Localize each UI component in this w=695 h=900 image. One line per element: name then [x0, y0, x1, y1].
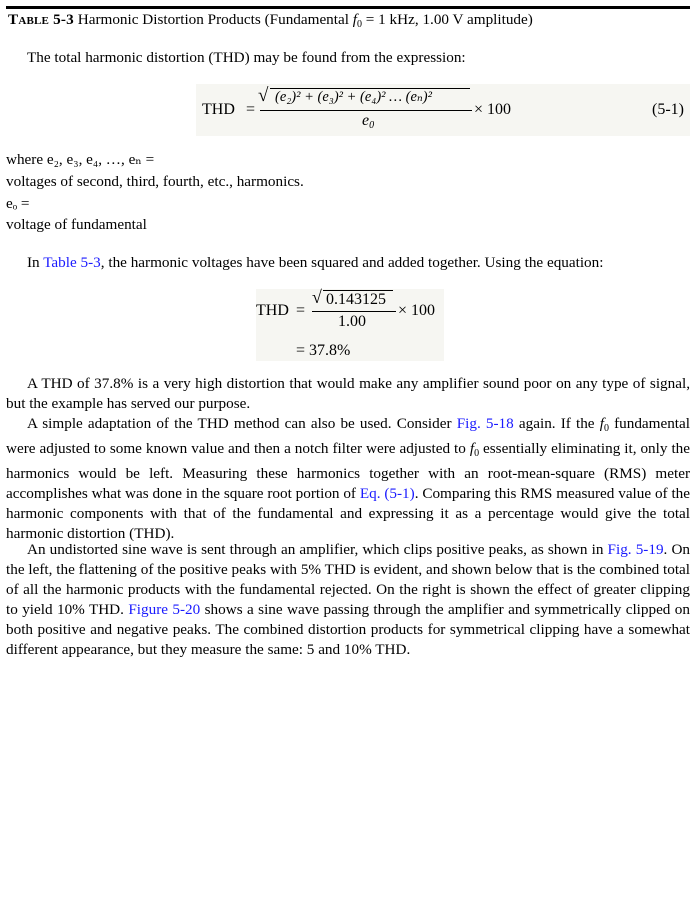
table-5-3-link[interactable]: Table 5-3 — [43, 254, 101, 271]
table-title-symbol: f — [352, 11, 357, 28]
eq2-lhs: THD — [256, 302, 289, 319]
eq2-radical-sign: √ — [312, 287, 322, 307]
eq1-equals: = — [246, 101, 256, 118]
top-rule — [6, 6, 690, 9]
eq2-multiplier: × 100 — [398, 302, 436, 319]
eq2-equals: = — [296, 302, 306, 319]
eq1-numerator: (e₂)² + (e₃)² + (e₄)² … (eₙ)² — [275, 89, 432, 105]
def-harmonics: voltages of second, third, fourth, etc., harmonics. — [6, 173, 304, 190]
table-reference-paragraph: In Table 5-3, the harmonic voltages have been squared and added together. Using the equation: — [27, 254, 604, 271]
table-number: Table 5-3 — [8, 11, 74, 28]
eq2-denominator: 1.00 — [338, 313, 366, 330]
eq2-result: = 37.8% — [296, 342, 351, 359]
eq-5-1-link[interactable]: Eq. (5-1) — [359, 485, 415, 502]
paragraph-high-distortion: A THD of 37.8% is a very high distortion that would make any amplifier sound poor on any type of signal, but the example has served our purpose. — [6, 375, 690, 412]
eq1-lhs: THD — [202, 101, 235, 118]
table-title-symbol-sub: 0 — [357, 19, 362, 30]
eq1-denominator: $e_0$ — [362, 112, 375, 131]
table-title-post: = 1 kHz, 1.00 V amplitude) — [362, 11, 533, 28]
equation-5-1 — [196, 84, 690, 136]
eq1-multiplier: × 100 — [474, 101, 512, 118]
eq2-numerator: 0.143125 — [326, 291, 386, 308]
table-title-pre: Harmonic Distortion Products (Fundamental — [77, 11, 353, 28]
def-where: where e₂, e₃, e₄, …, eₙ = — [6, 151, 155, 168]
thd-calculation — [256, 289, 444, 361]
def-eo: eₒ = — [6, 195, 30, 212]
intro-paragraph: The total harmonic distortion (THD) may be found from the expression: — [27, 49, 466, 66]
figure-5-20-link[interactable]: Figure 5-20 — [128, 601, 201, 618]
def-fundamental: voltage of fundamental — [6, 216, 147, 233]
table-caption — [8, 10, 533, 35]
eq1-radical-sign: √ — [258, 85, 269, 106]
paragraph-thd-adaptation: A simple adaptation of the THD method can also be used. Consider Fig. 5-18 again. If the $f_0$ fundamental were adjusted to some known value and then a notch filter were adjusted to $f_0$ essentially eliminating it, only the harmonics would be left. Measuring these harmonics together with an root-mean-square (RMS) meter accomplishes what was done in the square root portion of Eq. (5-1). Comparing this RMS measured value of the harmonic components with that of the fundamental and expressing it as a percentage would give the total harmonic distortion (THD). — [6, 415, 690, 542]
eq1-label: (5-1) — [652, 101, 684, 118]
paragraph-clipping: An undistorted sine wave is sent through an amplifier, which clips positive peaks, as shown in Fig. 5-19. On the left, the flattening of the positive peaks with 5% THD is evident, and shown below that is the combined total of all the harmonic products with the fundamental rejected. On the right is shown the effect of greater clipping to yield 10% THD. Figure 5-20 shows a sine wave passing through the amplifier and symmetrically clipped on both positive and negative peaks. The combined distortion products for symmetrical clipping have a somewhat different appearance, but they measure the same: 5 and 10% THD. — [6, 541, 691, 658]
fig-5-19-link[interactable]: Fig. 5-19 — [607, 541, 664, 558]
fig-5-18-link[interactable]: Fig. 5-18 — [456, 415, 514, 432]
